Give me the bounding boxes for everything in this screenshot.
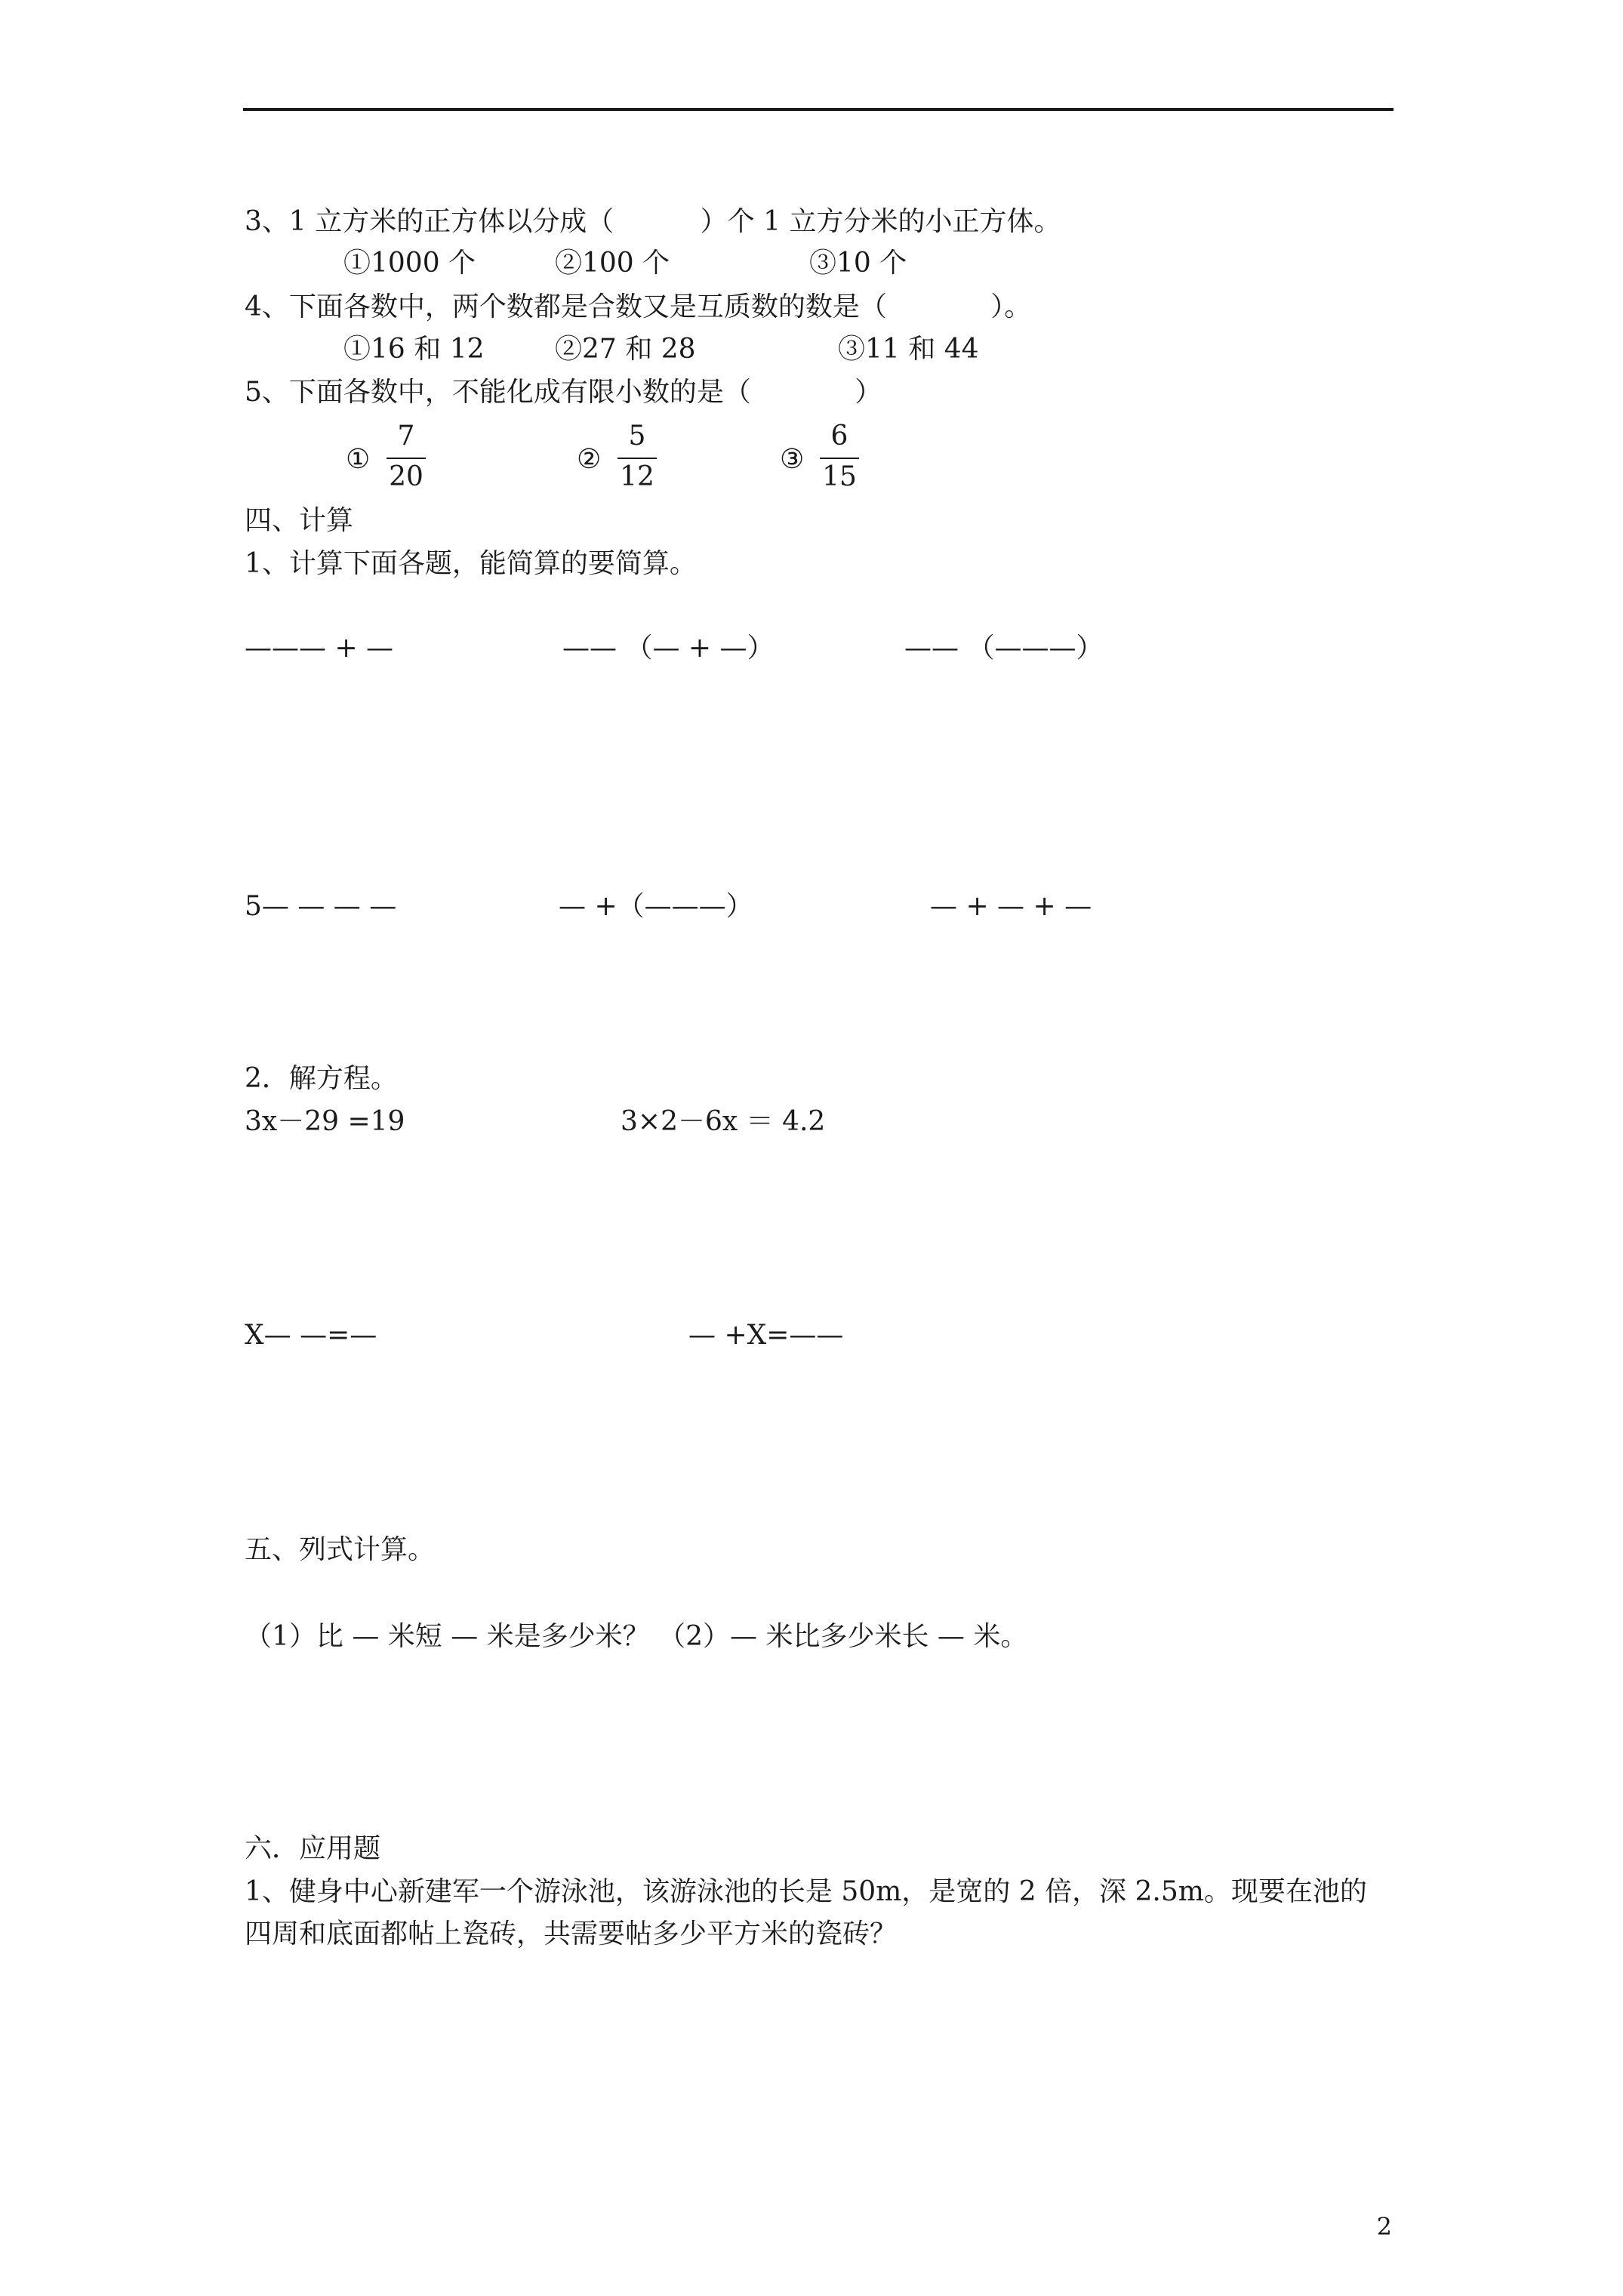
fraction-numerator: 5 bbox=[628, 421, 646, 451]
equation-4: — +X=—— bbox=[688, 1320, 844, 1351]
fraction-bar bbox=[387, 458, 426, 459]
section-4-heading: 四、计算 bbox=[245, 505, 354, 536]
fraction-bar bbox=[820, 458, 859, 459]
fraction-bar bbox=[617, 458, 657, 459]
fraction-numerator: 7 bbox=[397, 421, 415, 451]
header-rule bbox=[243, 108, 1394, 111]
calc-row1-item1: ——— + — bbox=[245, 633, 394, 664]
q4-option-2: ②27 和 28 bbox=[555, 334, 696, 365]
q3-option-3: ③10 个 bbox=[809, 248, 907, 279]
calc-row1-item2: —— （— + —） bbox=[562, 633, 775, 664]
section-4-part-2: 2．解方程。 bbox=[245, 1063, 398, 1094]
q3-option-2: ②100 个 bbox=[555, 248, 670, 279]
q5-stem: 5、下面各数中，不能化成有限小数的是（ ） bbox=[245, 377, 882, 408]
q5-option-2-fraction bbox=[614, 421, 660, 495]
q5-option-1-fraction bbox=[383, 421, 429, 495]
application-problem-line-2: 四周和底面都帖上瓷砖，共需要帖多少平方米的瓷砖？ bbox=[245, 1918, 898, 1949]
equation-2: 3×2－6x ＝ 4.2 bbox=[621, 1106, 826, 1137]
section-6-heading: 六．应用题 bbox=[245, 1833, 381, 1864]
fraction-denominator: 15 bbox=[822, 461, 857, 492]
calc-row2-item2: — +（———） bbox=[559, 891, 753, 922]
q4-stem: 4、下面各数中，两个数都是合数又是互质数的数是（ ）。 bbox=[245, 291, 1032, 322]
equation-1: 3x－29 =19 bbox=[245, 1106, 405, 1137]
q5-option-3-marker: ③ bbox=[780, 444, 805, 475]
section-5-heading: 五、列式计算。 bbox=[245, 1534, 436, 1565]
section-4-part-1: 1、计算下面各题，能简算的要简算。 bbox=[245, 548, 697, 579]
fraction-denominator: 20 bbox=[389, 461, 423, 492]
equation-3: X— —=— bbox=[245, 1320, 377, 1351]
q3-option-1: ①1000 个 bbox=[343, 248, 476, 279]
q3-stem: 3、1 立方米的正方体以分成（ ）个 1 立方分米的小正方体。 bbox=[245, 206, 1061, 237]
q4-option-3: ③11 和 44 bbox=[838, 334, 979, 365]
page-number: 2 bbox=[1376, 2212, 1392, 2241]
q5-option-1-marker: ① bbox=[346, 444, 371, 475]
fraction-denominator: 12 bbox=[620, 461, 654, 492]
section-5-items: （1）比 — 米短 — 米是多少米？ （2）— 米比多少米长 — 米。 bbox=[245, 1621, 1028, 1652]
calc-row2-item3: — + — + — bbox=[930, 891, 1092, 922]
application-problem-line-1: 1、健身中心新建军一个游泳池，该游泳池的长是 50m，是宽的 2 倍，深 2.5m。现要在池的 bbox=[245, 1876, 1367, 1907]
calc-row1-item3: —— （———） bbox=[904, 633, 1104, 664]
q5-option-3-fraction bbox=[817, 421, 862, 495]
fraction-numerator: 6 bbox=[830, 421, 848, 451]
calc-row2-item1: 5— — — — bbox=[245, 891, 397, 922]
q4-option-1: ①16 和 12 bbox=[343, 334, 485, 365]
q5-option-2-marker: ② bbox=[577, 444, 602, 475]
